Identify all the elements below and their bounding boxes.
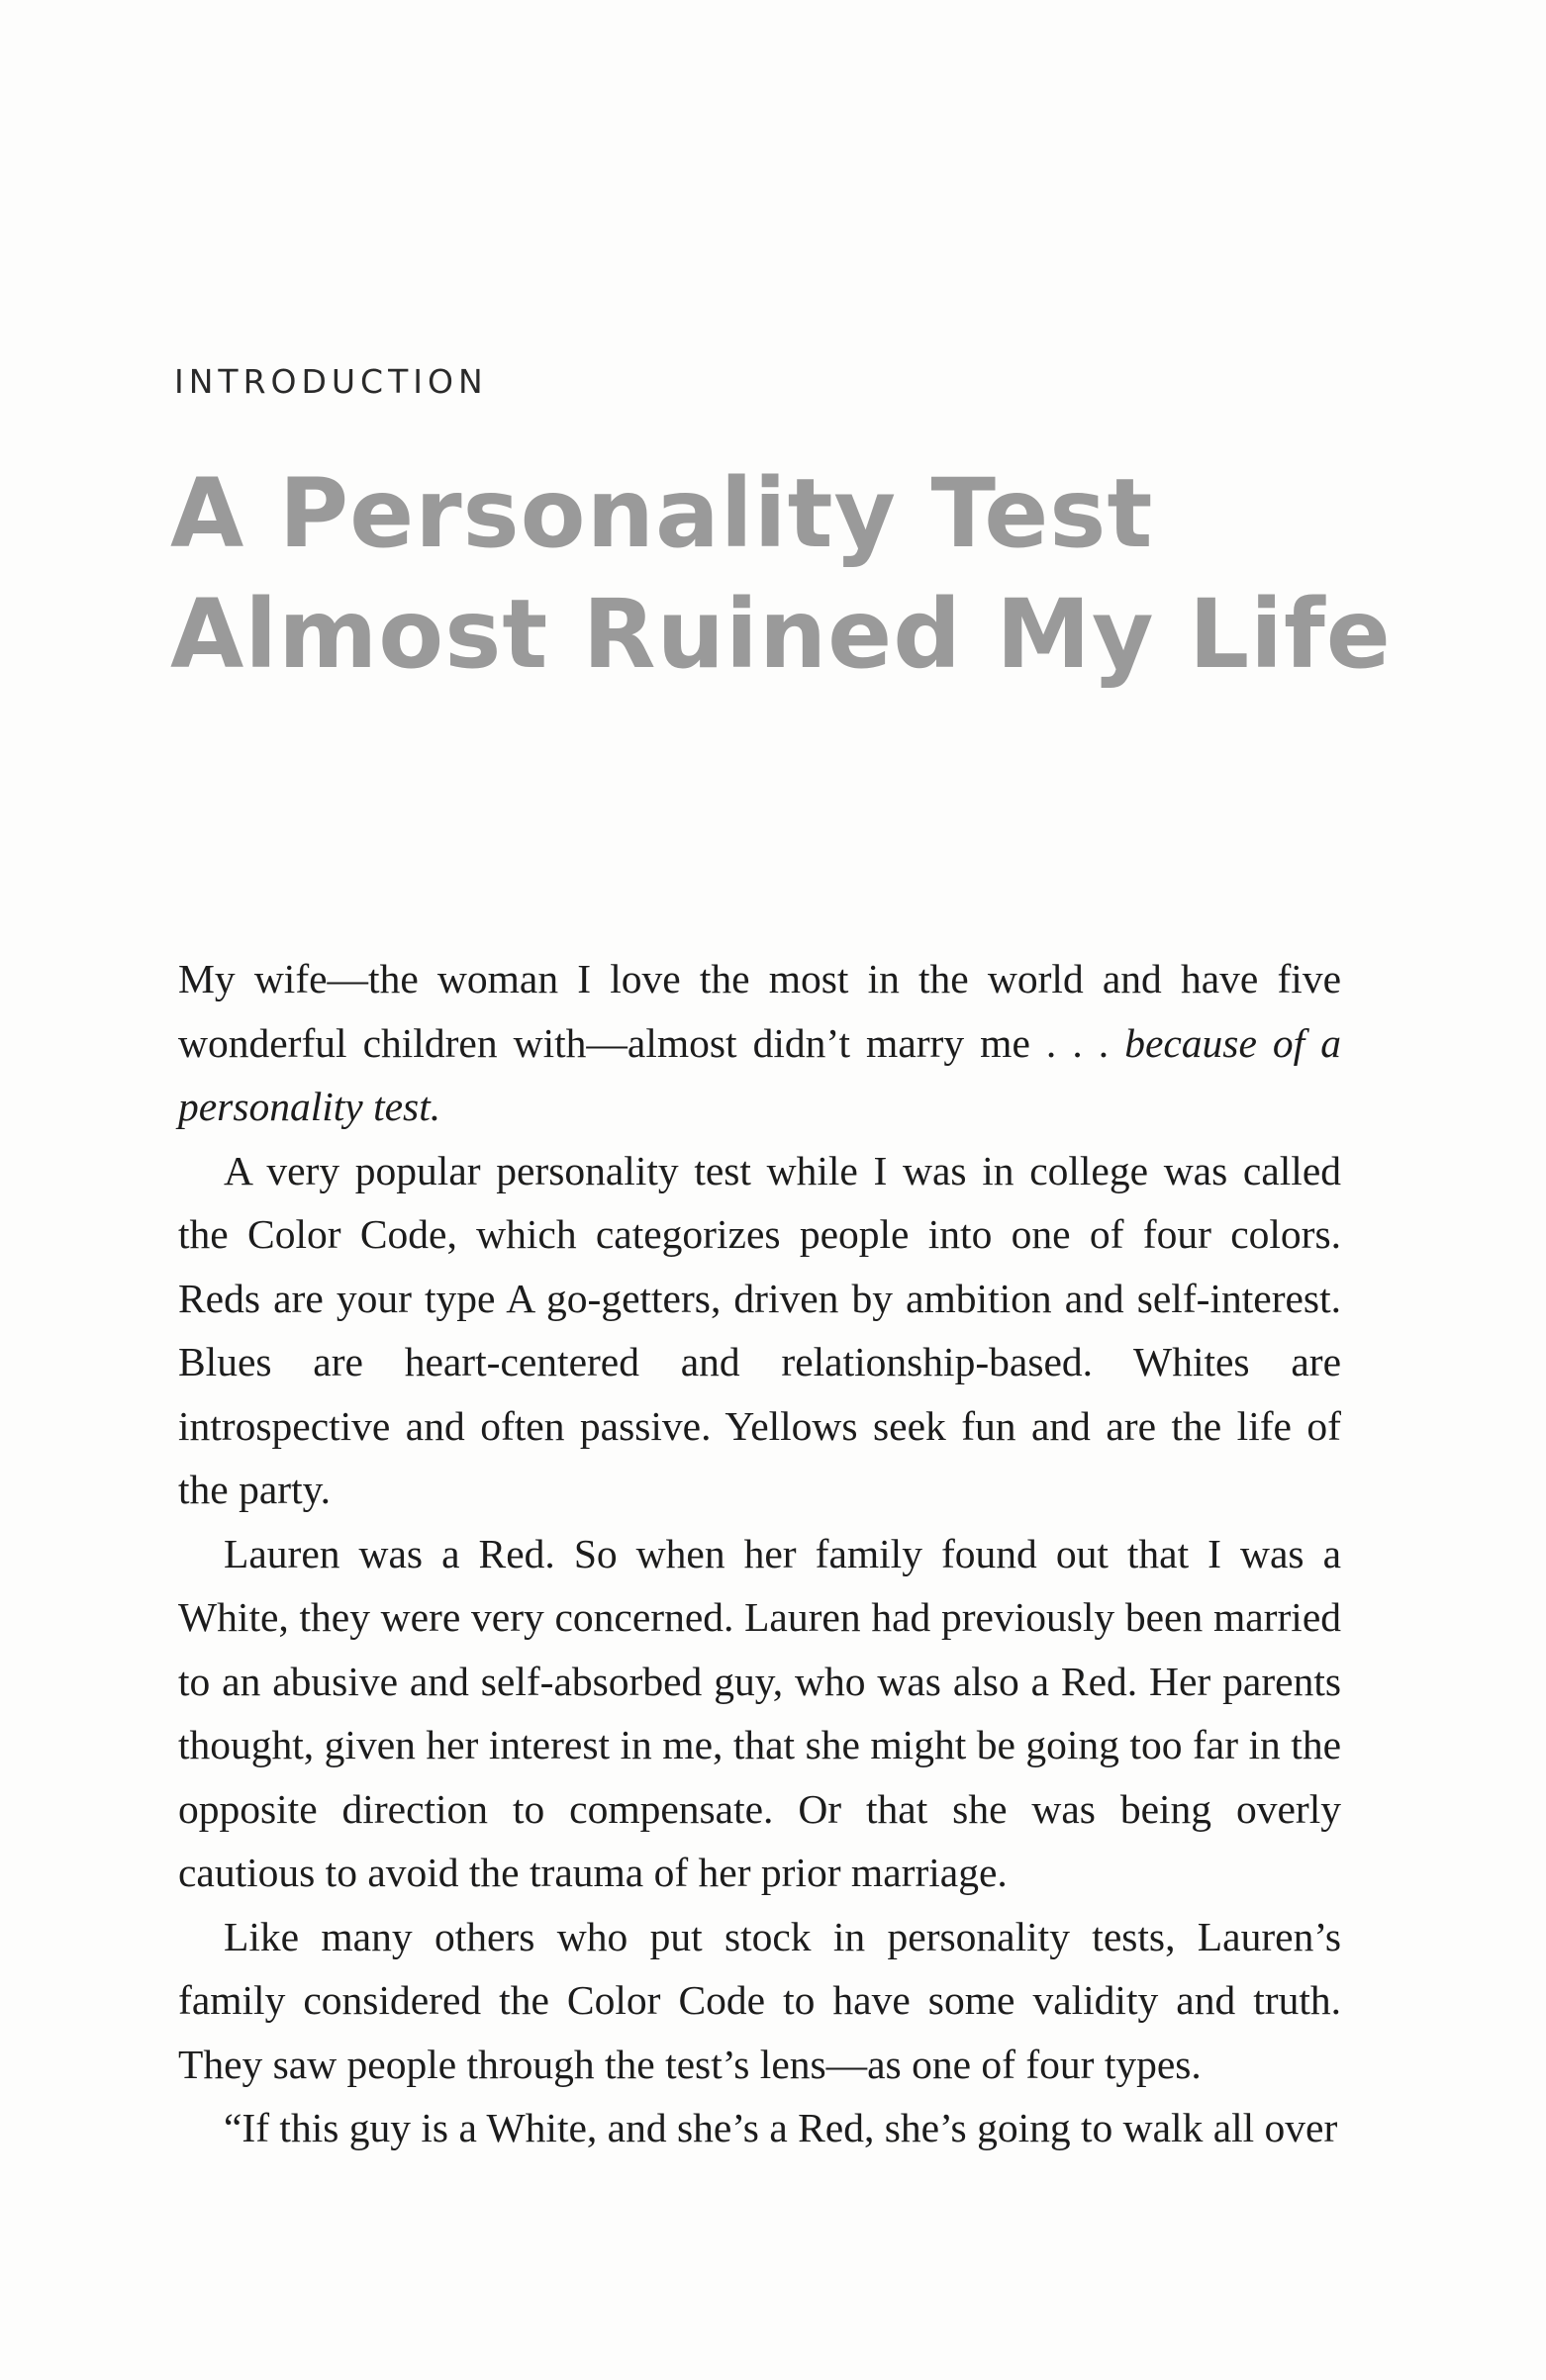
paragraph-1-text: My wife—the woman I love the most in the world and have five wonderful children with—almost didn’t marry me . . . bbox=[178, 956, 1341, 1066]
chapter-title bbox=[170, 453, 1392, 695]
chapter-title-line-2: Almost Ruined My Life bbox=[170, 579, 1392, 690]
paragraph-1 bbox=[178, 947, 1341, 1139]
paragraph-4: Like many others who put stock in personality tests, Lauren’s family considered the Color Code to have some validity and truth. They saw people through the test’s lens—as one of four types. bbox=[178, 1913, 1341, 2087]
body-text bbox=[178, 947, 1341, 2160]
paragraph-1-italic: because of a personality test. bbox=[178, 1019, 1341, 1129]
chapter-label: INTRODUCTION bbox=[174, 362, 488, 401]
paragraph-3: Lauren was a Red. So when her family found out that I was a White, they were very concerned. Lauren had previously been married to an abusive and self-absorbed guy, who was also a Red. Her parents thought, given her interest in me, that she might be going too far in the opposite direction to compensate. Or that she was being overly cautious to avoid the trauma of her prior marriage. bbox=[178, 1530, 1341, 1895]
chapter-title-line-1: A Personality Test bbox=[170, 458, 1154, 569]
paragraph-5: “If this guy is a White, and she’s a Red, she’s going to walk all over bbox=[224, 2105, 1338, 2150]
paragraph-2: A very popular personality test while I was in college was called the Color Code, which categorizes people into one of four colors. Reds are your type A go-getters, driven by ambition and self-interest. Blues are heart-centered and relationship-based. Whites are introspective and often passive. Yellows seek fun and are the life of the party. bbox=[178, 1147, 1341, 1512]
